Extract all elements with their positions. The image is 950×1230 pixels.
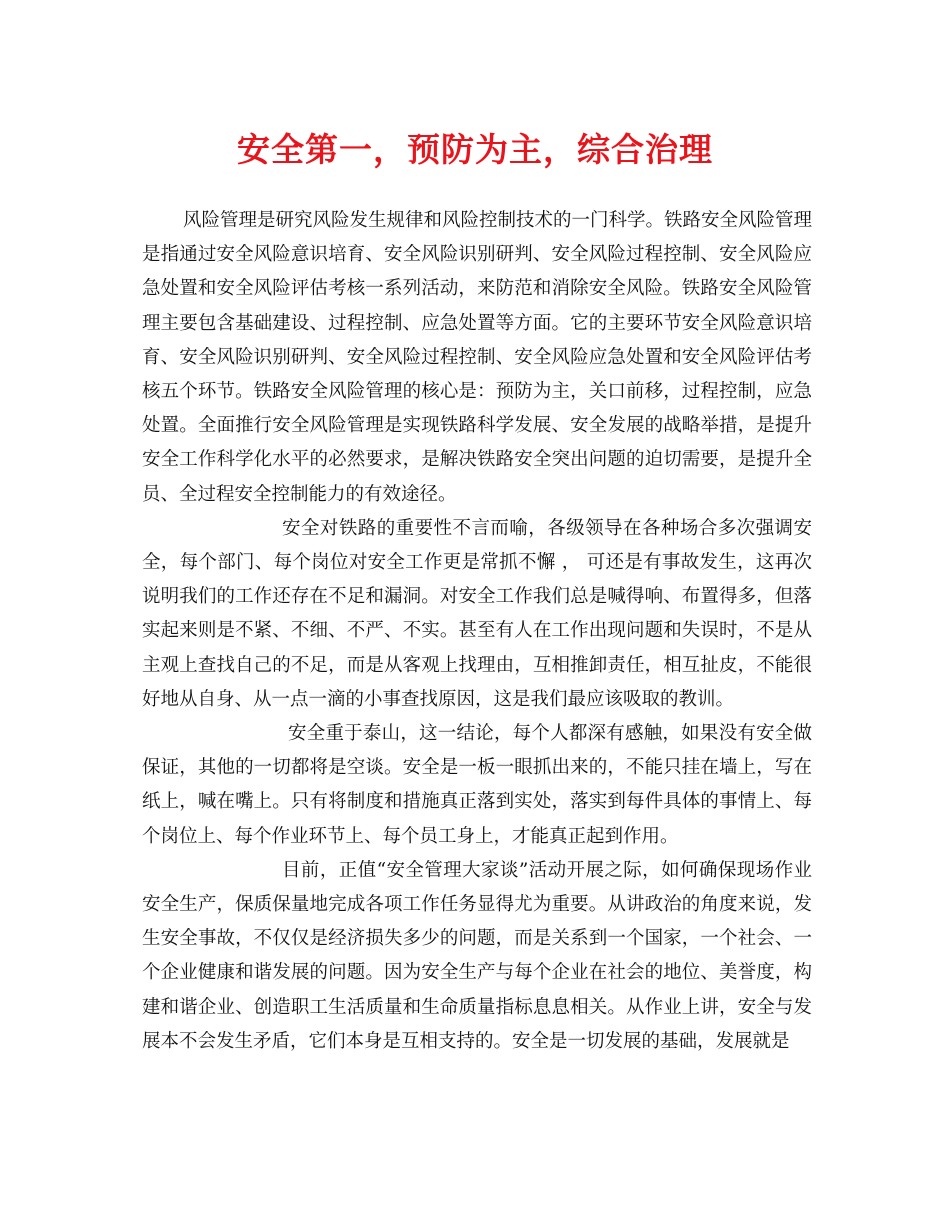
paragraph-risk-management: 风险管理是研究风险发生规律和风险控制技术的一门科学。铁路安全风险管理是指通过安全风险意识培育、安全风险识别研判、安全风险过程控制、安全风险应急处置和安全风险评估考核一系列活动，来防范和消除安全风险。铁路安全风险管理主要包含基础建设、过程控制、应急处置等方面。它的主要环节安全风险意识培育、安全风险识别研判、安全风险过程控制、安全风险应急处置和安全风险评估考核五个环节。铁路安全风险管理的核心是：预防为主，关口前移，过程控制，应急处置。全面推行安全风险管理是实现铁路科学发展、安全发展的战略举措，是提升安全工作科学化水平的必然要求，是解决铁路安全突出问题的迫切需要，是提升全员、全过程安全控制能力的有效途径。 <box>142 210 813 505</box>
document-title: 安全第一，预防为主，综合治理 <box>237 130 713 169</box>
paragraph-current-activity: 目前，正值“安全管理大家谈”活动开展之际，如何确保现场作业安全生产，保质保量地完成各项工作任务显得尤为重要。从讲政治的角度来说，发生安全事故，不仅仅是经济损失多少的问题，而是关系到一个国家，一个社会、一个企业健康和谐发展的问题。因为安全生产与每个企业在社会的地位、美誉度，构建和谐企业、创造职工生活质量和生命质量指标息息相关。从作业上讲，安全与发展本不会发生矛盾，它们本身是互相支持的。安全是一切发展的基础，发展就是 <box>142 859 812 1052</box>
paragraph-safety-importance: 安全对铁路的重要性不言而喻，各级领导在各种场合多次强调安全，每个部门、每个岗位对安全工作更是常抓不懈 ， 可还是有事故发生，这再次说明我们的工作还存在不足和漏洞。对安全工作我们总是喊得响、布置得多，但落实起来则是不紧、不细、不严、不实。甚至有人在工作出现问题和失误时，不是从主观上查找自己的不足，而是从客观上找理由，互相推卸责任，相互扯皮，不能很好地从自身、从一点一滴的小事查找原因，这是我们最应该吸取的教训。 <box>142 517 812 710</box>
document-body <box>142 204 812 1059</box>
paragraph-safety-paramount: 安全重于泰山，这一结论，每个人都深有感触，如果没有安全做保证，其他的一切都将是空谈。安全是一板一眼抓出来的，不能只挂在墙上，写在纸上，喊在嘴上。只有将制度和措施真正落到实处，落实到每件具体的事情上、每个岗位上、每个作业环节上、每个员工身上，才能真正起到作用。 <box>142 723 812 847</box>
